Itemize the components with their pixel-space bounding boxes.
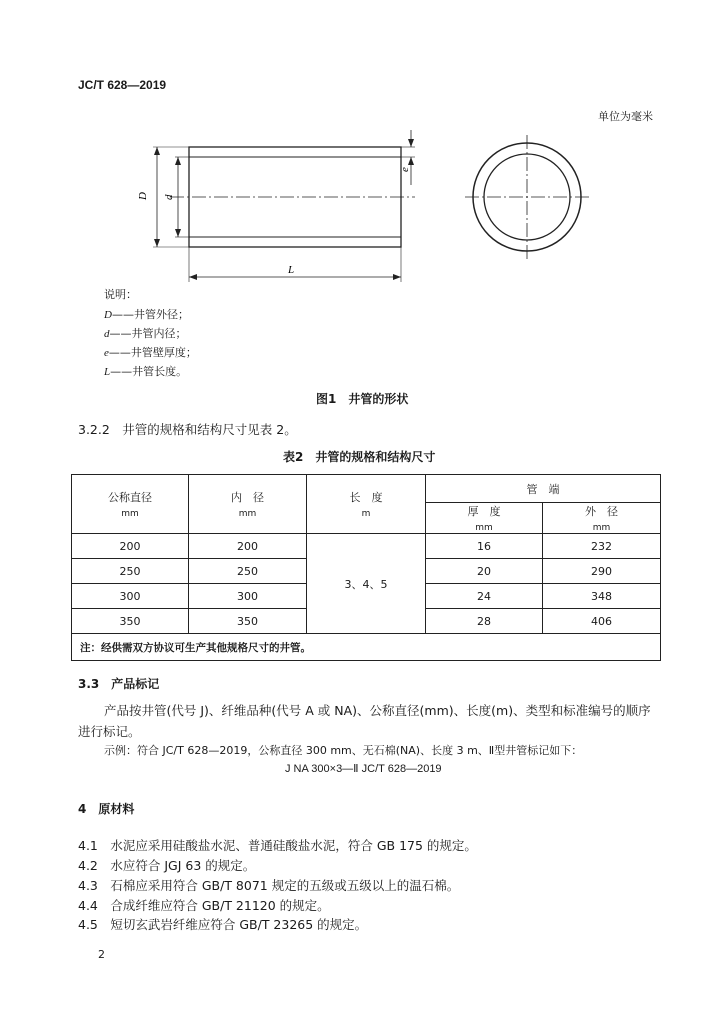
section-3-3-heading: 3.3 产品标记 <box>78 677 160 691</box>
table-row: 200 200 3、4、5 16 232 <box>72 534 661 559</box>
clause-item: 4.2 水应符合 JGJ 63 的规定。 <box>78 858 256 873</box>
dim-label-inner-d: d <box>163 194 175 200</box>
table-row: 300 300 24 348 <box>72 584 661 609</box>
length-cell: 3、4、5 <box>307 534 426 634</box>
table-row: 250 250 20 290 <box>72 559 661 584</box>
table-row: 350 350 28 406 <box>72 609 661 634</box>
marking-example: 示例：符合 JC/T 628—2019，公称直径 300 mm、无石棉(NA)、长度 3 m、Ⅱ型井管标记如下： <box>104 744 583 757</box>
clause-item: 4.5 短切玄武岩纤维应符合 GB/T 23265 的规定。 <box>78 917 368 932</box>
header-outer-diameter: 外 径 mm <box>543 503 661 534</box>
legend-title: 说明： <box>104 288 137 301</box>
header-inner-diameter: 内 径 mm <box>189 475 307 534</box>
section-4-heading: 4 原材料 <box>78 802 135 816</box>
dim-label-outer-d: D <box>137 192 149 200</box>
dim-label-length: L <box>288 264 295 276</box>
page-number: 2 <box>98 948 105 961</box>
header-thickness: 厚 度 mm <box>426 503 543 534</box>
clause-item: 4.3 石棉应采用符合 GB/T 8071 规定的五级或五级以上的温石棉。 <box>78 878 460 893</box>
header-nominal-diameter: 公称直径 mm <box>72 475 189 534</box>
standard-number: JC/T 628—2019 <box>78 78 167 92</box>
figure-1-pipe-drawing <box>0 0 724 300</box>
dim-label-wall: e <box>399 167 411 172</box>
unit-note: 单位为毫米 <box>598 110 653 123</box>
legend-item: D——井管外径； <box>104 308 189 321</box>
table-2 <box>71 474 661 661</box>
paragraph-line: 进行标记。 <box>78 724 141 739</box>
legend-item: e——井管壁厚度； <box>104 346 197 359</box>
header-pipe-end: 管 端 <box>426 475 661 503</box>
figure-1-caption: 图1 井管的形状 <box>316 392 409 406</box>
paragraph-line: 产品按井管(代号 J)、纤维品种(代号 A 或 NA)、公称直径(mm)、长度(m)、类型和标准编号的顺序 <box>104 703 651 718</box>
clause-item: 4.4 合成纤维应符合 GB/T 21120 的规定。 <box>78 898 330 913</box>
legend-item: L——井管长度。 <box>104 365 188 378</box>
table-2-caption: 表2 井管的规格和结构尺寸 <box>283 450 436 464</box>
clause-item: 4.1 水泥应采用硅酸盐水泥、普通硅酸盐水泥，符合 GB 175 的规定。 <box>78 838 477 853</box>
marking-code: J NA 300×3—Ⅱ JC/T 628—2019 <box>285 763 442 775</box>
legend-item: d——井管内径； <box>104 327 187 340</box>
header-length: 长 度 m <box>307 475 426 534</box>
table-note: 注：经供需双方协议可生产其他规格尺寸的井管。 <box>72 634 661 661</box>
clause-3-2-2: 3.2.2 井管的规格和结构尺寸见表 2。 <box>78 422 297 437</box>
